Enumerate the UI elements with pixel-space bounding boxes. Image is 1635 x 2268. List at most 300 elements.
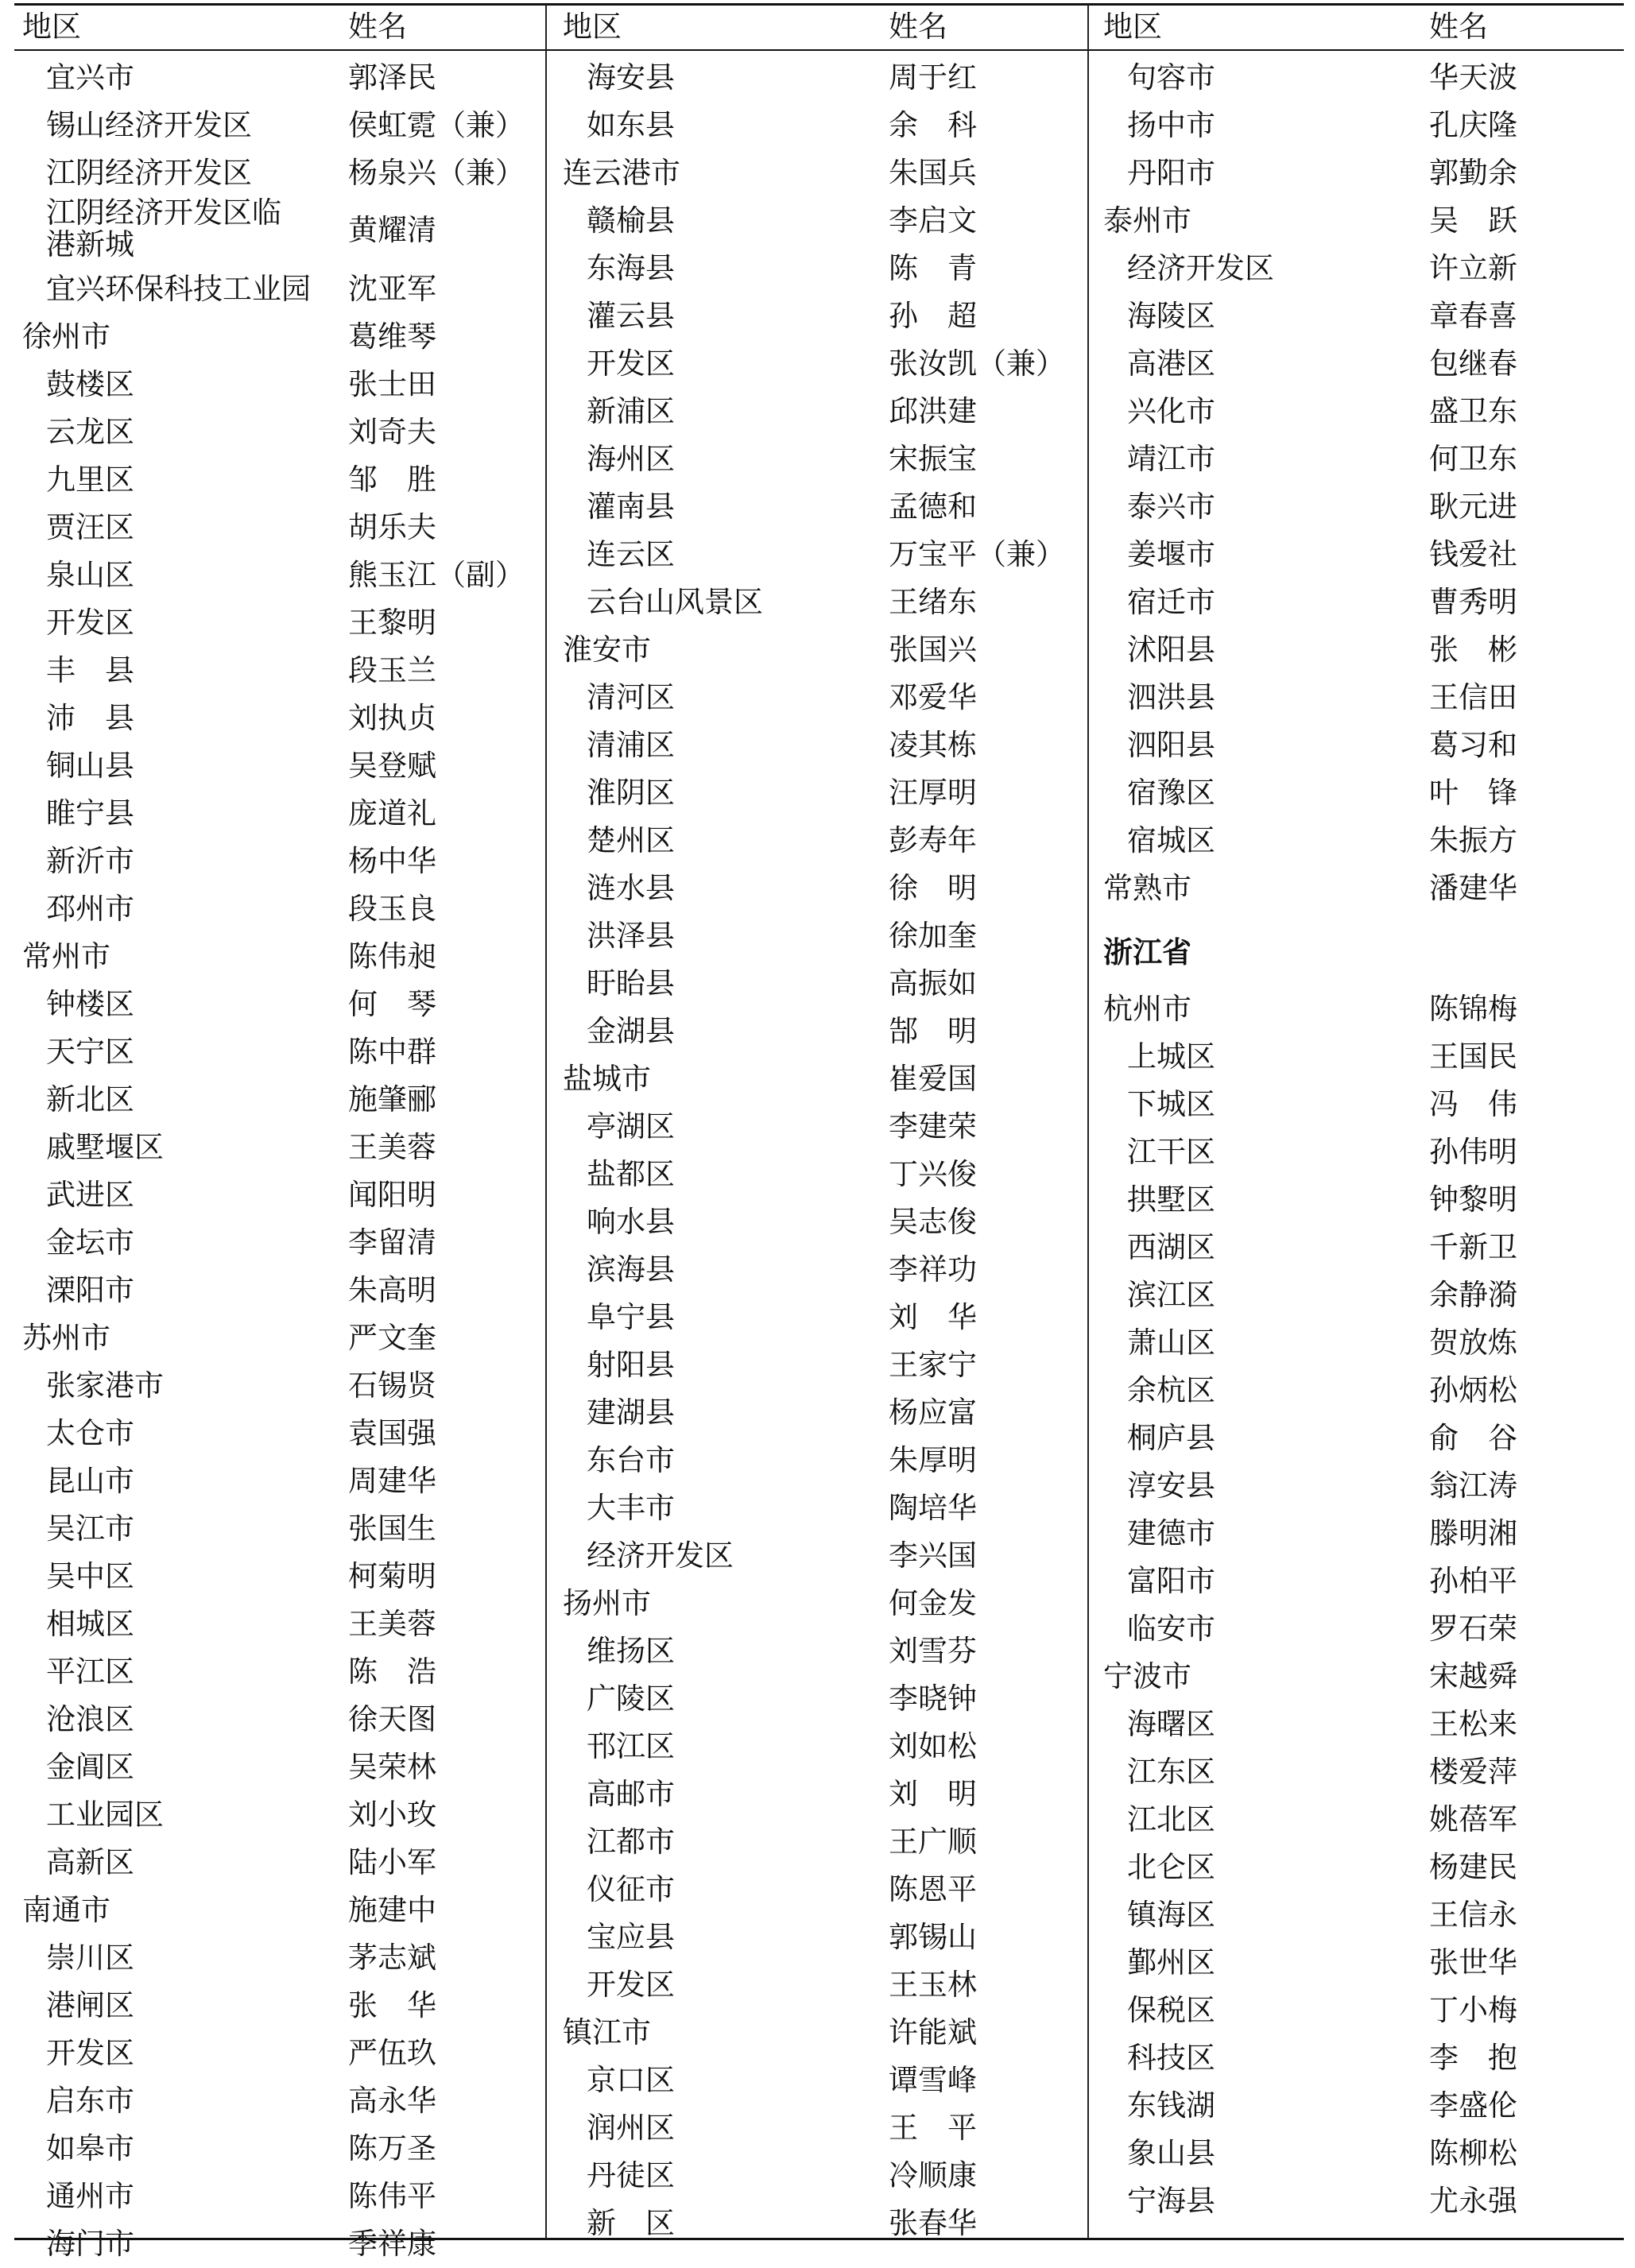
region-cell: 太仓市	[46, 1416, 134, 1450]
table-row	[555, 1341, 1086, 1389]
table-row	[14, 2220, 545, 2268]
table-row	[1095, 2177, 1624, 2225]
region-cell: 高港区	[1127, 346, 1215, 381]
name-cell: 郭锡山	[889, 1920, 977, 1954]
name-cell: 王家宁	[889, 1348, 977, 1382]
table-row	[14, 1934, 545, 1982]
table-row	[1095, 1939, 1624, 1987]
name-cell: 郭勤余	[1429, 156, 1517, 190]
table-row	[555, 817, 1086, 865]
region-cell: 宿豫区	[1127, 776, 1215, 810]
table-row	[555, 531, 1086, 579]
region-cell: 建德市	[1127, 1516, 1215, 1550]
table-row	[14, 1982, 545, 2030]
table-row	[1095, 1033, 1624, 1081]
region-cell: 象山县	[1127, 2136, 1215, 2170]
name-cell: 孔庆隆	[1429, 108, 1517, 142]
column-header	[14, 5, 545, 48]
name-cell: 彭寿年	[889, 823, 977, 857]
region-cell: 东海县	[587, 251, 675, 285]
region-cell: 戚墅堰区	[46, 1130, 164, 1164]
region-cell: 连云港市	[563, 156, 680, 190]
column-divider	[1087, 5, 1089, 2239]
table-column	[1095, 0, 1624, 2243]
region-cell: 云台山风景区	[587, 585, 763, 619]
name-cell: 余静漪	[1429, 1278, 1517, 1312]
name-cell: 段玉兰	[348, 653, 436, 687]
region-cell: 盐都区	[587, 1157, 675, 1191]
table-row	[1095, 292, 1624, 340]
table-row	[1095, 1987, 1624, 2034]
region-cell: 泗洪县	[1127, 680, 1215, 714]
table-row	[14, 1267, 545, 1314]
region-cell: 北仑区	[1127, 1850, 1215, 1884]
region-cell: 镇海区	[1127, 1898, 1215, 1932]
table-row	[555, 1437, 1086, 1484]
table-row	[14, 981, 545, 1028]
table-row	[14, 1219, 545, 1267]
name-cell: 吴 跃	[1429, 203, 1517, 238]
table-row	[1095, 1748, 1624, 1796]
table-row	[1095, 985, 1624, 1033]
name-cell: 陆小军	[348, 1845, 436, 1879]
region-cell: 海曙区	[1127, 1707, 1215, 1741]
table-row	[555, 579, 1086, 626]
table-row	[14, 838, 545, 885]
table-row	[1095, 531, 1624, 579]
name-cell: 谭雪峰	[889, 2063, 977, 2097]
region-cell: 保税区	[1127, 1993, 1215, 2027]
table-row	[14, 2125, 545, 2173]
region-cell: 扬州市	[563, 1586, 651, 1620]
name-cell: 钱爱社	[1429, 537, 1517, 571]
name-cell: 孙伟明	[1429, 1135, 1517, 1169]
name-cell: 刘小玫	[348, 1798, 436, 1832]
table-row	[14, 790, 545, 838]
name-cell: 曹秀明	[1429, 585, 1517, 619]
region-cell: 丹徒区	[587, 2158, 675, 2193]
table-row	[14, 1791, 545, 1839]
region-cell: 相城区	[46, 1607, 134, 1641]
region-cell: 溧阳市	[46, 1273, 134, 1307]
region-cell: 金湖县	[587, 1014, 675, 1048]
name-cell: 汪厚明	[889, 776, 977, 810]
name-cell: 章春喜	[1429, 299, 1517, 333]
table-row	[555, 483, 1086, 531]
table-row	[1095, 197, 1624, 245]
name-cell: 盛卫东	[1429, 394, 1517, 428]
table-row	[1095, 1176, 1624, 1224]
name-cell: 庞道礼	[348, 796, 436, 830]
region-cell: 洪泽县	[587, 919, 675, 953]
table-row	[555, 626, 1086, 674]
name-cell: 季祥康	[348, 2227, 436, 2261]
name-cell: 陈伟昶	[348, 939, 436, 973]
table-row	[14, 265, 545, 313]
table-row	[14, 1505, 545, 1553]
region-cell: 锡山经济开发区	[46, 108, 252, 142]
table-row	[1095, 483, 1624, 531]
region-cell: 港闸区	[46, 1988, 134, 2022]
table-row	[14, 313, 545, 361]
table-row	[14, 1648, 545, 1696]
region-cell: 邗江区	[587, 1729, 675, 1763]
name-cell: 王 平	[889, 2111, 977, 2145]
name-cell: 李祥功	[889, 1252, 977, 1287]
table-row	[555, 1294, 1086, 1341]
name-cell: 王黎明	[348, 606, 436, 640]
table-row	[1095, 1796, 1624, 1844]
name-cell: 冷顺康	[889, 2158, 977, 2193]
region-cell: 开发区	[46, 606, 134, 640]
name-cell: 吴志俊	[889, 1205, 977, 1239]
name-cell: 朱国兵	[889, 156, 977, 190]
name-cell: 王信永	[1429, 1898, 1517, 1932]
region-cell: 通州市	[46, 2179, 134, 2213]
region-cell: 新 区	[587, 2206, 675, 2240]
table-row	[1095, 102, 1624, 149]
table-row	[14, 54, 545, 102]
region-cell: 宿迁市	[1127, 585, 1215, 619]
region-cell: 铜山县	[46, 749, 134, 783]
region-cell: 涟水县	[587, 871, 675, 905]
region-cell: 东钱湖	[1127, 2088, 1215, 2123]
region-cell: 句容市	[1127, 60, 1215, 95]
region-cell: 楚州区	[587, 823, 675, 857]
table-row	[14, 102, 545, 149]
region-cell: 贾汪区	[46, 510, 134, 544]
name-cell: 王松来	[1429, 1707, 1517, 1741]
name-cell: 宋越舜	[1429, 1659, 1517, 1693]
name-cell: 孙 超	[889, 299, 977, 333]
region-cell: 泉山区	[46, 558, 134, 592]
name-cell: 崔爱国	[889, 1062, 977, 1096]
region-cell: 江阴经济开发区	[46, 156, 252, 190]
name-cell: 杨建民	[1429, 1850, 1517, 1884]
region-cell: 盐城市	[563, 1062, 651, 1096]
name-cell: 张汝凯（兼）	[889, 346, 1065, 381]
table-row	[1095, 388, 1624, 435]
table-row	[1095, 1653, 1624, 1701]
name-cell: 邱洪建	[889, 394, 977, 428]
table-row	[14, 1696, 545, 1744]
table-row	[555, 1914, 1086, 1961]
name-cell: 贺放炼	[1429, 1326, 1517, 1360]
name-cell: 严伍玖	[348, 2036, 436, 2070]
table-row	[555, 2009, 1086, 2057]
table-column	[14, 0, 545, 2261]
name-cell: 李兴国	[889, 1538, 977, 1573]
name-cell: 张世华	[1429, 1945, 1517, 1980]
name-cell: 罗石荣	[1429, 1612, 1517, 1646]
name-cell: 李盛伦	[1429, 2088, 1517, 2123]
table-row	[555, 388, 1086, 435]
table-row	[14, 1600, 545, 1648]
table-row	[1095, 626, 1624, 674]
table-row	[14, 2077, 545, 2125]
table-row	[1095, 340, 1624, 388]
region-cell: 清浦区	[587, 728, 675, 762]
name-cell: 孙炳松	[1429, 1373, 1517, 1407]
table-row	[555, 1389, 1086, 1437]
region-cell: 高邮市	[587, 1777, 675, 1811]
name-cell: 陈万圣	[348, 2131, 436, 2165]
name-cell: 徐 明	[889, 871, 977, 905]
table-row	[1095, 1844, 1624, 1891]
table-row	[555, 1866, 1086, 1914]
region-cell: 张家港市	[46, 1368, 164, 1403]
table-row	[555, 102, 1086, 149]
province-name: 浙江省	[1103, 935, 1191, 970]
name-cell: 刘如松	[889, 1729, 977, 1763]
table-row	[1095, 1415, 1624, 1462]
table-row	[1095, 1891, 1624, 1939]
column-rows	[14, 54, 545, 2268]
name-cell: 徐加奎	[889, 919, 977, 953]
region-cell: 九里区	[46, 463, 134, 497]
name-cell: 杨中华	[348, 844, 436, 878]
table-row	[14, 599, 545, 647]
region-cell: 苏州市	[22, 1321, 110, 1355]
region-cell: 宁波市	[1103, 1659, 1191, 1693]
region-cell: 江东区	[1127, 1755, 1215, 1789]
table-row	[1095, 245, 1624, 292]
region-cell: 灌云县	[587, 299, 675, 333]
name-cell: 张士田	[348, 367, 436, 401]
name-cell: 耿元进	[1429, 490, 1517, 524]
table-row	[555, 2104, 1086, 2152]
name-cell: 万宝平（兼）	[889, 537, 1065, 571]
name-cell: 吴荣林	[348, 1750, 436, 1784]
region-cell: 淮阴区	[587, 776, 675, 810]
header-name: 姓名	[1429, 10, 1488, 44]
table-row	[1095, 1462, 1624, 1510]
table-row	[1095, 1367, 1624, 1415]
table-row	[555, 2152, 1086, 2200]
directory-table	[14, 0, 1624, 2261]
region-cell: 京口区	[587, 2063, 675, 2097]
table-row	[1095, 1558, 1624, 1605]
name-cell: 石锡贤	[348, 1368, 436, 1403]
region-cell: 金阊区	[46, 1750, 134, 1784]
table-row	[555, 674, 1086, 722]
table-row	[555, 1723, 1086, 1771]
name-cell: 高振如	[889, 966, 977, 1000]
region-cell: 赣榆县	[587, 203, 675, 238]
region-cell: 宿城区	[1127, 823, 1215, 857]
region-cell: 崇川区	[46, 1941, 134, 1975]
region-cell: 清河区	[587, 680, 675, 714]
region-cell: 江北区	[1127, 1802, 1215, 1836]
table-row	[14, 695, 545, 742]
table-row	[14, 1171, 545, 1219]
table-row	[14, 361, 545, 408]
name-cell: 邓爱华	[889, 680, 977, 714]
name-cell: 冯 伟	[1429, 1087, 1517, 1121]
name-cell: 刘执贞	[348, 701, 436, 735]
name-cell: 李启文	[889, 203, 977, 238]
table-row	[555, 245, 1086, 292]
region-cell: 响水县	[587, 1205, 675, 1239]
name-cell: 徐天图	[348, 1702, 436, 1736]
region-cell: 邳州市	[46, 892, 134, 926]
table-row	[555, 1055, 1086, 1103]
name-cell: 高永华	[348, 2084, 436, 2118]
name-cell: 袁国强	[348, 1416, 436, 1450]
region-cell: 新沂市	[46, 844, 134, 878]
name-cell: 滕明湘	[1429, 1516, 1517, 1550]
region-cell: 徐州市	[22, 319, 110, 354]
region-cell: 江干区	[1127, 1135, 1215, 1169]
region-cell: 滨江区	[1127, 1278, 1215, 1312]
name-cell: 段玉良	[348, 892, 436, 926]
table-row	[14, 197, 545, 265]
name-cell: 楼爱萍	[1429, 1755, 1517, 1789]
table-row	[1095, 817, 1624, 865]
region-cell: 开发区	[46, 2036, 134, 2070]
name-cell: 周建华	[348, 1464, 436, 1498]
name-cell: 张国生	[348, 1511, 436, 1546]
name-cell: 杨泉兴（兼）	[348, 156, 525, 190]
table-column	[555, 0, 1086, 2243]
region-cell: 西湖区	[1127, 1230, 1215, 1264]
table-row	[14, 933, 545, 981]
region-cell: 萧山区	[1127, 1326, 1215, 1360]
table-row	[14, 885, 545, 933]
table-row	[1095, 2082, 1624, 2130]
name-cell: 陈 青	[889, 251, 977, 285]
table-row	[14, 1124, 545, 1171]
table-row	[555, 2200, 1086, 2247]
table-row	[555, 1675, 1086, 1723]
name-cell: 柯菊明	[348, 1559, 436, 1593]
name-cell: 施肇郦	[348, 1082, 436, 1117]
region-cell: 新浦区	[587, 394, 675, 428]
name-cell: 丁小梅	[1429, 1993, 1517, 2027]
region-cell: 启东市	[46, 2084, 134, 2118]
header-region: 地区	[563, 10, 622, 44]
region-cell: 南通市	[22, 1893, 110, 1927]
name-cell: 叶 锋	[1429, 776, 1517, 810]
region-cell: 沭阳县	[1127, 633, 1215, 667]
table-row	[14, 1457, 545, 1505]
table-row	[1095, 769, 1624, 817]
table-row	[555, 1818, 1086, 1866]
name-cell: 葛维琴	[348, 319, 436, 354]
region-cell: 武进区	[46, 1178, 134, 1212]
table-row	[1095, 2130, 1624, 2177]
name-cell: 尤永强	[1429, 2184, 1517, 2218]
table-row	[555, 722, 1086, 769]
region-cell: 金坛市	[46, 1225, 134, 1260]
table-row	[1095, 579, 1624, 626]
table-row	[14, 1839, 545, 1887]
name-cell: 俞 谷	[1429, 1421, 1517, 1455]
header-name: 姓名	[348, 10, 407, 44]
table-row	[555, 2057, 1086, 2104]
name-cell: 余 科	[889, 108, 977, 142]
name-cell: 陈伟平	[348, 2179, 436, 2213]
name-cell: 闻阳明	[348, 1178, 436, 1212]
name-cell: 朱厚明	[889, 1443, 977, 1477]
province-heading-row	[1095, 912, 1624, 985]
header-name: 姓名	[889, 10, 947, 44]
name-cell: 沈亚军	[348, 272, 436, 306]
table-row	[14, 408, 545, 456]
region-cell: 淳安县	[1127, 1469, 1215, 1503]
region-cell: 睢宁县	[46, 796, 134, 830]
region-cell: 宁海县	[1127, 2184, 1215, 2218]
table-row	[14, 1028, 545, 1076]
region-cell: 泗阳县	[1127, 728, 1215, 762]
table-row	[14, 1076, 545, 1124]
table-row	[555, 1151, 1086, 1198]
name-cell: 邹 胜	[348, 463, 436, 497]
table-row	[14, 742, 545, 790]
name-cell: 王美蓉	[348, 1607, 436, 1641]
region-cell: 常州市	[22, 939, 110, 973]
region-cell: 吴江市	[46, 1511, 134, 1546]
name-cell: 华天波	[1429, 60, 1517, 95]
table-row	[1095, 1081, 1624, 1128]
table-row	[14, 2173, 545, 2220]
name-cell: 郭泽民	[348, 60, 436, 95]
region-cell: 杭州市	[1103, 992, 1191, 1026]
region-cell: 平江区	[46, 1655, 134, 1689]
table-row	[555, 1627, 1086, 1675]
table-row	[555, 1246, 1086, 1294]
name-cell: 严文奎	[348, 1321, 436, 1355]
table-row	[1095, 1224, 1624, 1271]
name-cell: 王广顺	[889, 1825, 977, 1859]
column-divider	[545, 5, 547, 2239]
region-cell: 常熟市	[1103, 871, 1191, 905]
region-cell: 工业园区	[46, 1798, 164, 1832]
region-cell: 镇江市	[563, 2015, 651, 2049]
name-cell: 周于红	[889, 60, 977, 95]
name-cell: 李留清	[348, 1225, 436, 1260]
table-row	[14, 1314, 545, 1362]
table-row	[555, 292, 1086, 340]
table-row	[555, 960, 1086, 1008]
name-cell: 张 彬	[1429, 633, 1517, 667]
name-cell: 张 华	[348, 1988, 436, 2022]
table-row	[1095, 1701, 1624, 1748]
table-row	[555, 149, 1086, 197]
table-row	[555, 1103, 1086, 1151]
region-cell: 临安市	[1127, 1612, 1215, 1646]
region-cell: 沛 县	[46, 701, 134, 735]
region-cell: 姜堰市	[1127, 537, 1215, 571]
table-row	[1095, 722, 1624, 769]
name-cell: 千新卫	[1429, 1230, 1517, 1264]
name-cell: 刘 明	[889, 1777, 977, 1811]
name-cell: 张春华	[889, 2206, 977, 2240]
region-cell: 泰兴市	[1127, 490, 1215, 524]
header-region: 地区	[22, 10, 81, 44]
name-cell: 张国兴	[889, 633, 977, 667]
region-cell: 江阴经济开发区临港新城	[46, 195, 281, 261]
region-cell: 宝应县	[587, 1920, 675, 1954]
region-cell: 新北区	[46, 1082, 134, 1117]
name-cell: 包继春	[1429, 346, 1517, 381]
region-cell: 亭湖区	[587, 1109, 675, 1144]
name-cell: 宋振宝	[889, 442, 977, 476]
name-cell: 何卫东	[1429, 442, 1517, 476]
name-cell: 王国民	[1429, 1039, 1517, 1074]
region-cell: 拱墅区	[1127, 1182, 1215, 1217]
table-row	[1095, 1271, 1624, 1319]
